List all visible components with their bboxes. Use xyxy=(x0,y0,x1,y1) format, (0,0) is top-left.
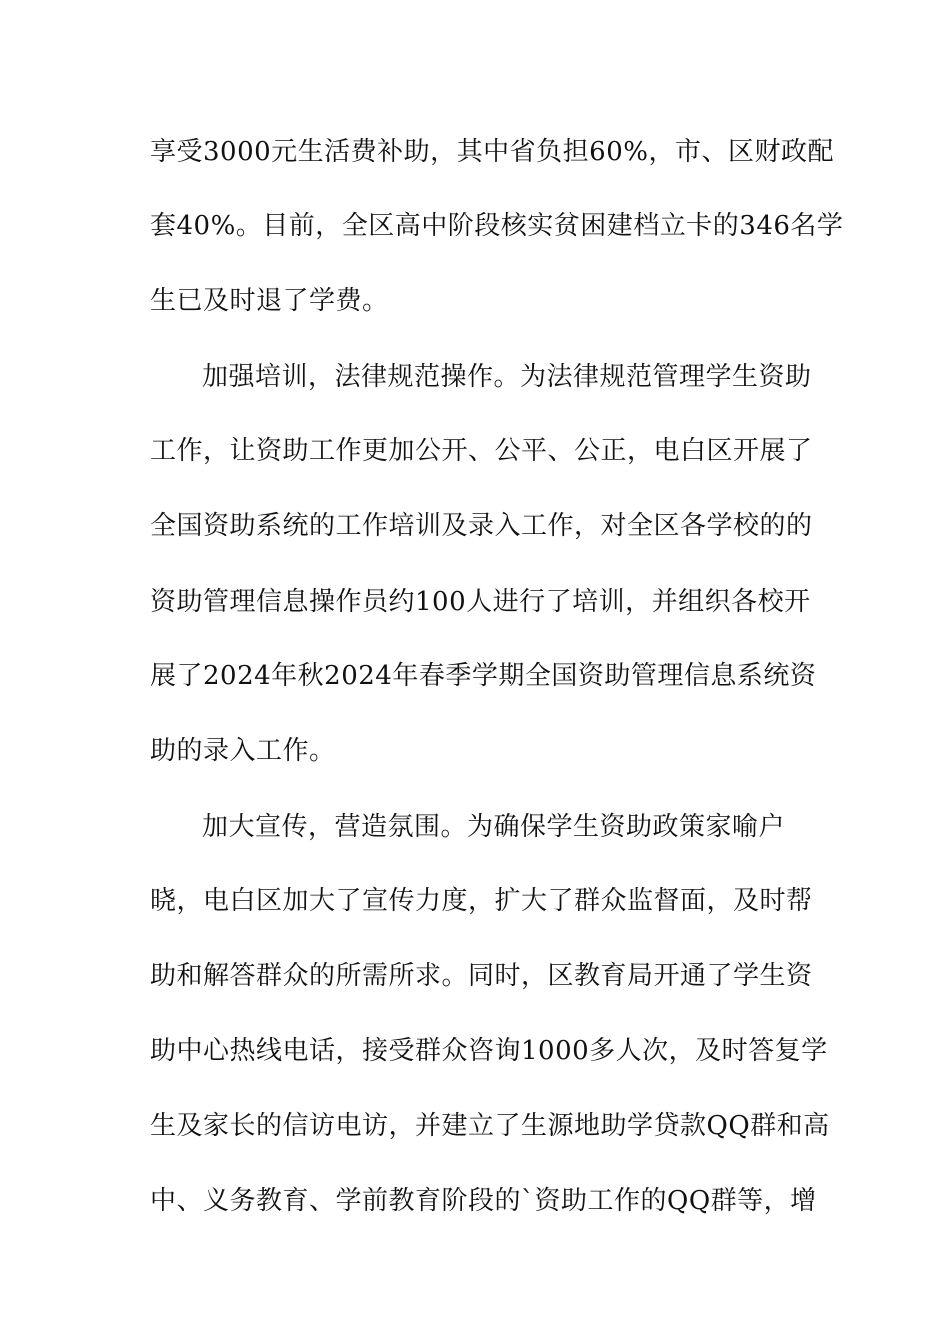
text-line-15: 中、义务教育、学前教育阶段的`资助工作的QQ群等，增 xyxy=(150,1186,817,1216)
text-line-5: 工作，让资助工作更加公开、公平、公正，电白区开展了 xyxy=(150,436,813,466)
text-line-9: 助的录入工作。 xyxy=(150,736,336,766)
text-line-8: 展了2024年秋2024年春季学期全国资助管理信息系统资 xyxy=(150,661,817,691)
paragraph-3-first-line: 加大宣传，营造氛围。为确保学生资助政策家喻户 xyxy=(202,812,786,842)
text-line-1: 享受3000元生活费补助，其中省负担60%，市、区财政配 xyxy=(150,137,834,167)
paragraph-2-first-line: 加强培训，法律规范操作。为法律规范管理学生资助 xyxy=(202,362,812,392)
text-line-3: 生已及时退了学费。 xyxy=(150,286,389,316)
text-line-13: 助中心热线电话，接受群众咨询1000多人次，及时答复学 xyxy=(150,1036,828,1066)
text-line-7: 资助管理信息操作员约100人进行了培训，并组织各校开 xyxy=(150,587,811,617)
text-line-2: 套40%。目前，全区高中阶段核实贫困建档立卡的346名学 xyxy=(150,211,844,241)
text-line-6: 全国资助系统的工作培训及录入工作，对全区各学校的的 xyxy=(150,511,813,541)
text-line-12: 助和解答群众的所需所求。同时，区教育局开通了学生资 xyxy=(150,961,813,991)
text-line-14: 生及家长的信访电访，并建立了生源地助学贷款QQ群和高 xyxy=(150,1111,830,1141)
text-line-11: 晓，电白区加大了宣传力度，扩大了群众监督面，及时帮 xyxy=(150,886,813,916)
